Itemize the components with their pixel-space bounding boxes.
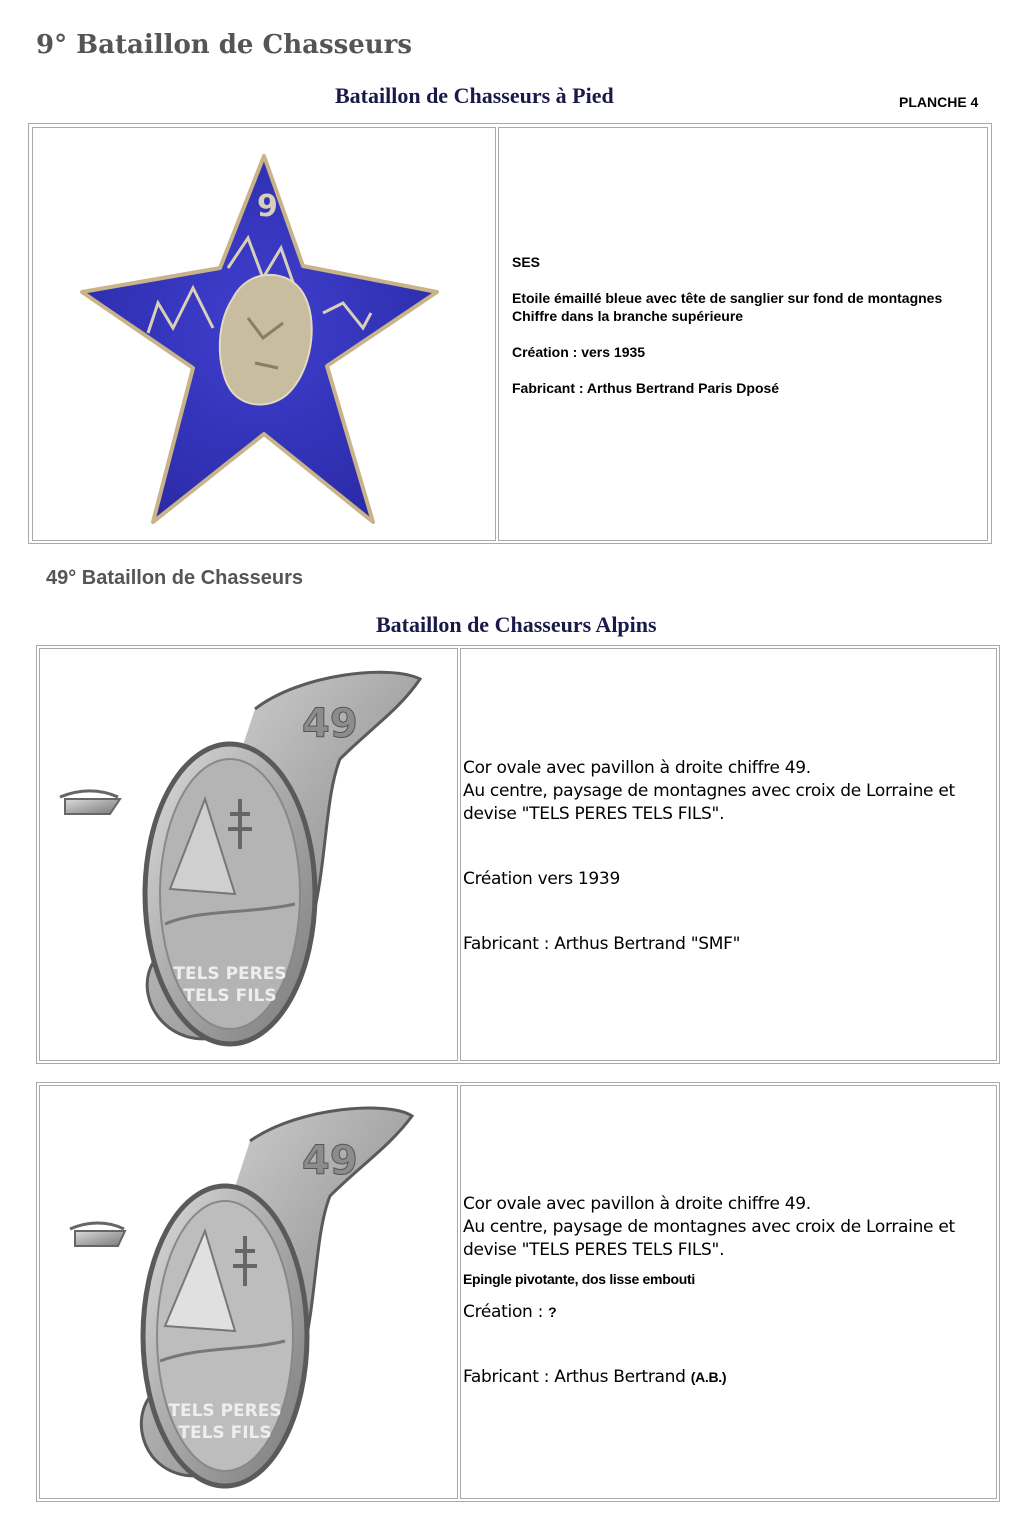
description-line: Cor ovale avec pavillon à droite chiffre 49. (463, 1194, 811, 1214)
badge-heading: SES (512, 254, 541, 270)
description-line: Au centre, paysage de montagnes avec croix de Lorraine et devise "TELS PERES TELS FILS". (463, 781, 955, 824)
creation-label: Création : (463, 1302, 544, 1322)
pin-text: Epingle pivotante, dos lisse embouti (463, 1271, 695, 1287)
description-cell-49-a (460, 648, 997, 1061)
description-9 (512, 253, 952, 415)
creation-text: Création vers 1939 (463, 869, 620, 889)
horn-badge-image (40, 649, 457, 1060)
section-title-49: 49° Bataillon de Chasseurs (46, 567, 303, 589)
maker-value: (A.B.) (690, 1369, 727, 1385)
description-49-b (463, 1193, 988, 1389)
section-subtitle-alpins: Bataillon de Chasseurs Alpins (376, 612, 657, 637)
badge-motto: TELS PERES (168, 1401, 282, 1421)
star-badge-image (33, 128, 495, 540)
badge-image-cell (39, 1085, 458, 1499)
maker-text: Fabricant : Arthus Bertrand Paris Dposé (512, 380, 780, 396)
section-subtitle-pied: Bataillon de Chasseurs à Pied (335, 83, 614, 108)
page-title: 9° Bataillon de Chasseurs (36, 30, 413, 60)
badge-motto: TELS FILS (183, 986, 277, 1006)
badge-number-49: 49 (302, 701, 358, 747)
maker-label: Fabricant : Arthus Bertrand (463, 1367, 686, 1387)
badge-motto: TELS PERES (173, 964, 287, 984)
description-cell-49-b (460, 1085, 997, 1499)
badge-motto: TELS FILS (178, 1423, 272, 1443)
description-49-a (463, 757, 988, 956)
planche-label: PLANCHE 4 (899, 94, 979, 110)
description-cell-9 (498, 127, 988, 541)
description-line: Au centre, paysage de montagnes avec croix de Lorraine et devise "TELS PERES TELS FILS". (463, 1217, 955, 1260)
badge-image-cell (39, 648, 458, 1061)
horn-badge-image (40, 1086, 457, 1498)
maker-text: Fabricant : Arthus Bertrand "SMF" (463, 934, 741, 954)
description-line: Cor ovale avec pavillon à droite chiffre 49. (463, 758, 811, 778)
creation-text: Création : vers 1935 (512, 344, 646, 360)
description-line: Chiffre dans la branche supérieure (512, 308, 744, 324)
badge-image-cell (32, 127, 496, 541)
creation-value: ? (548, 1304, 557, 1320)
badge-number-9: 9 (257, 189, 278, 224)
description-line: Etoile émaillé bleue avec tête de sanglier sur fond de montagnes (512, 290, 943, 306)
badge-number-49: 49 (302, 1138, 358, 1184)
